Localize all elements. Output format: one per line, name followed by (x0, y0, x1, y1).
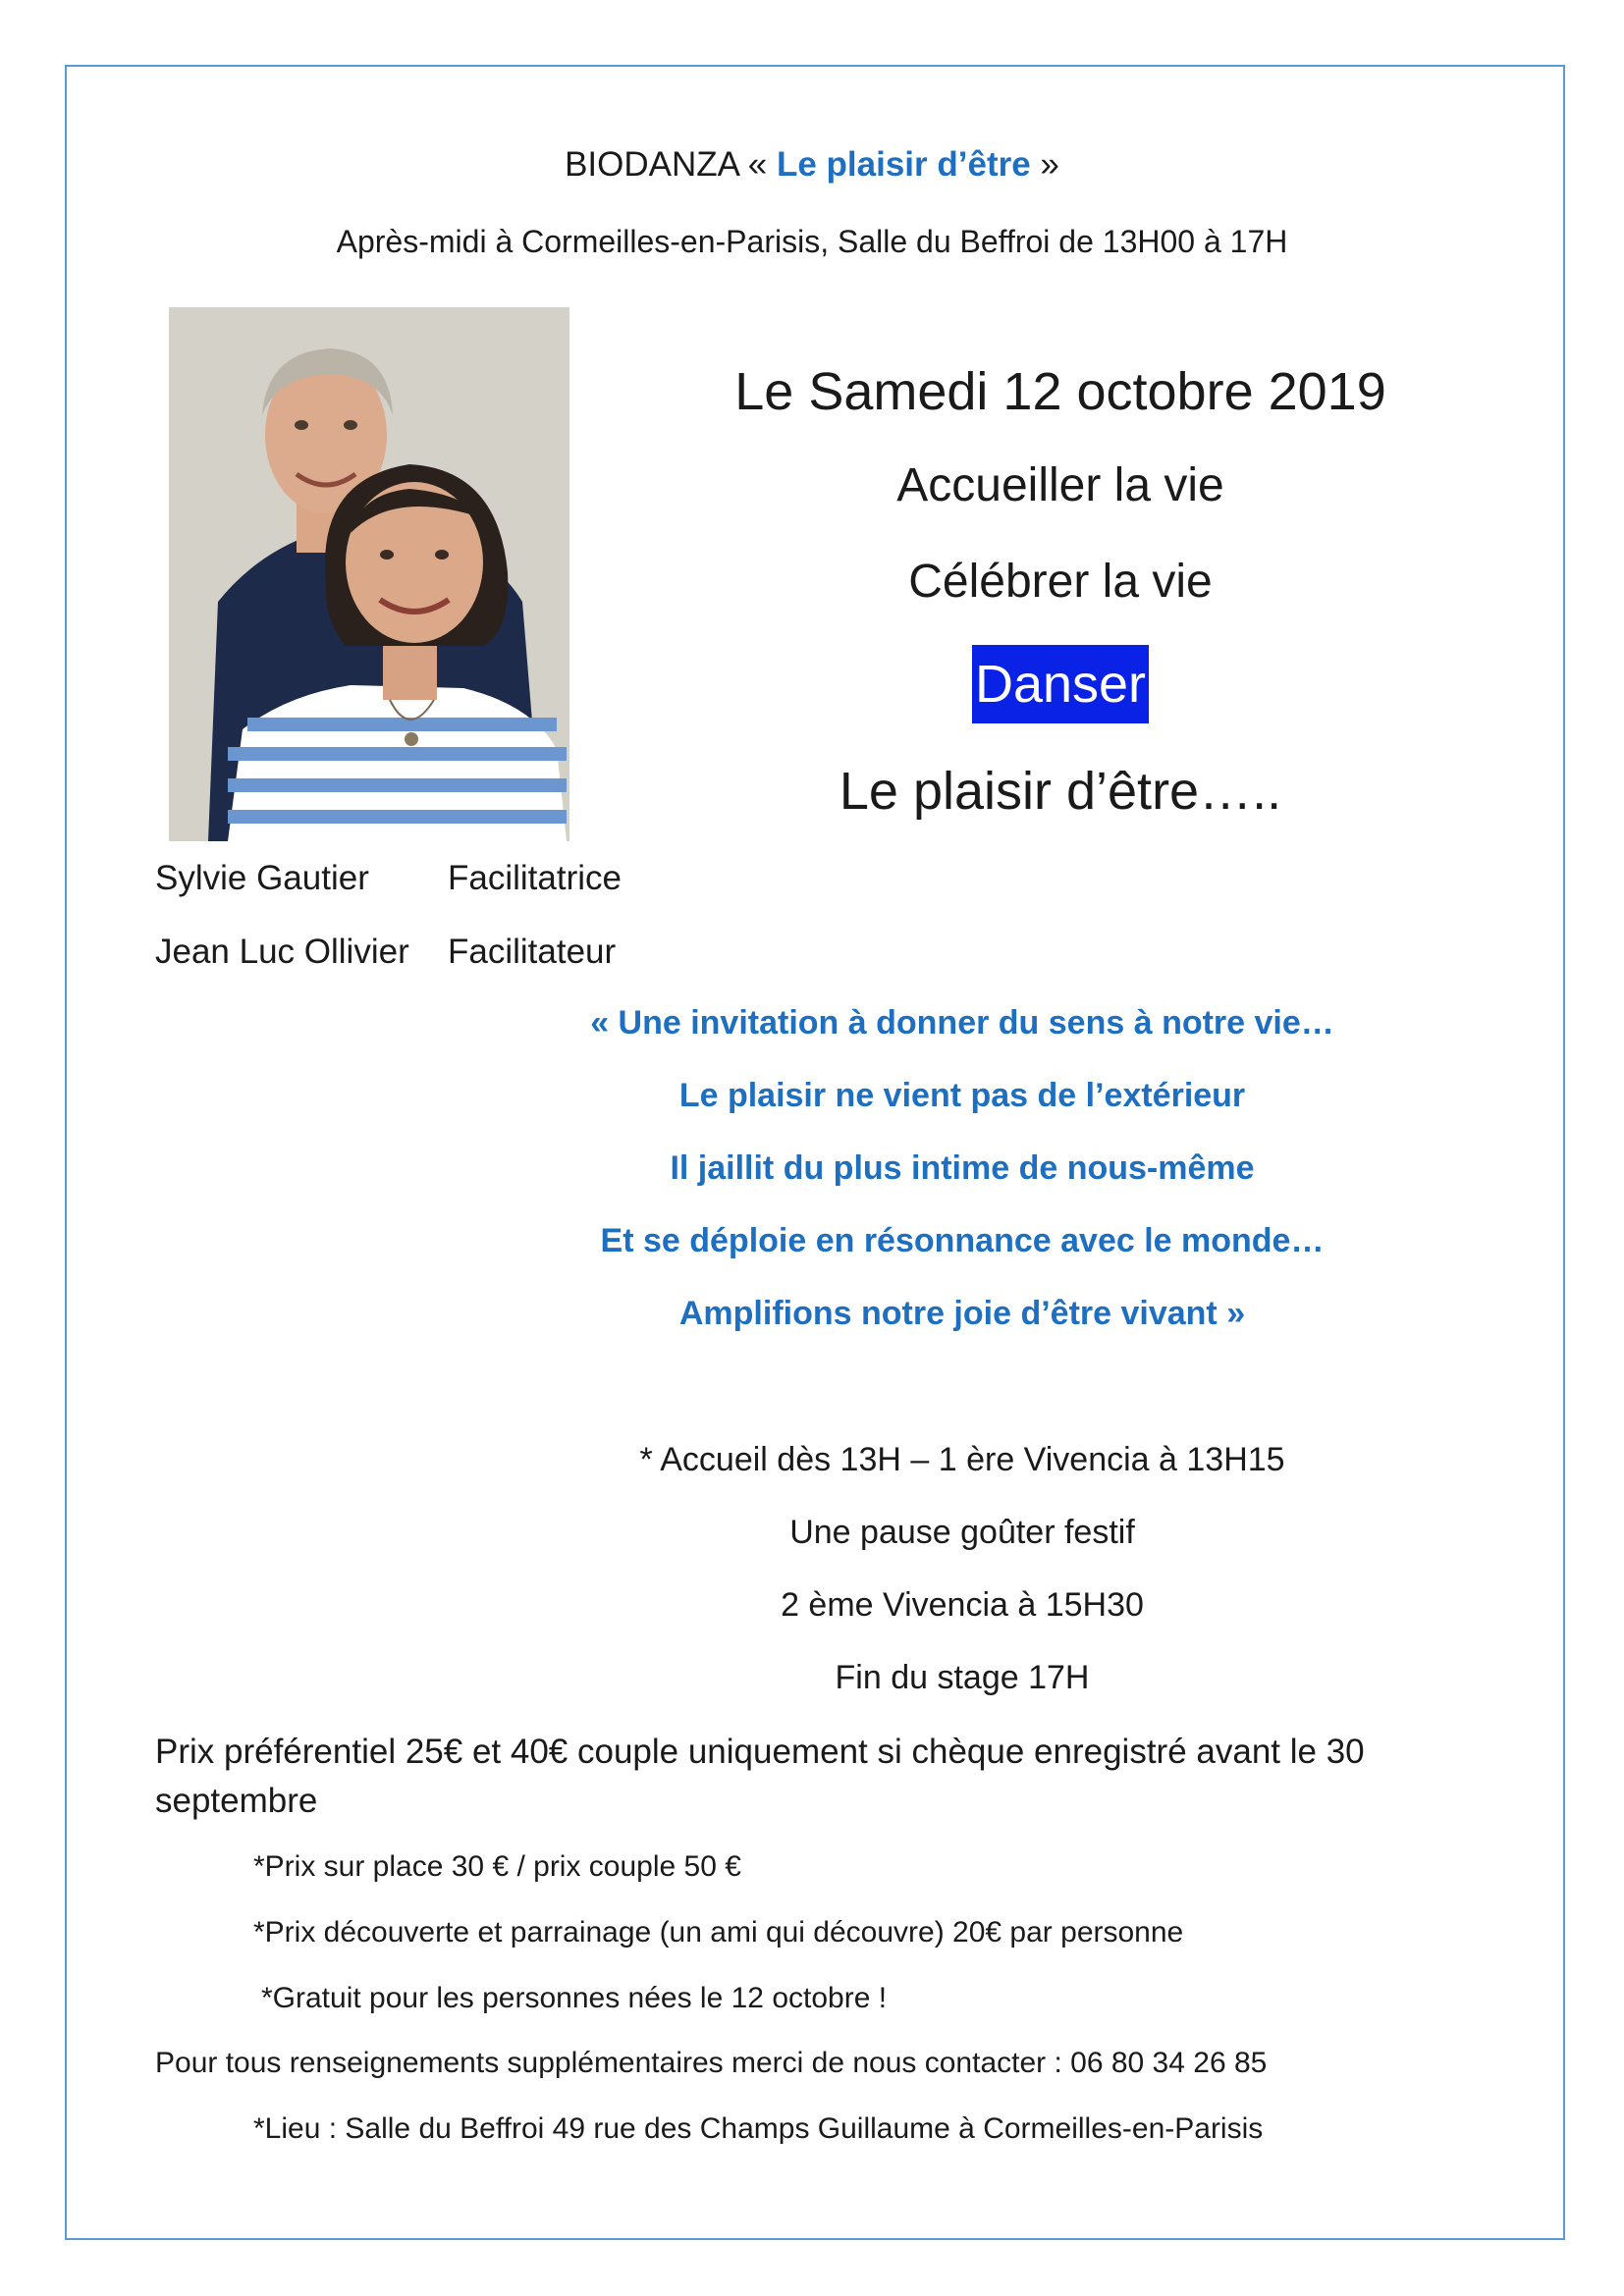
event-date: Le Samedi 12 octobre 2019 (734, 362, 1386, 421)
quote-line: Et se déploie en résonnance avec le monde… (600, 1222, 1325, 1259)
event-title (0, 145, 1624, 185)
event-title-accent: Le plaisir d’être (776, 145, 1031, 184)
price-free: *Gratuit pour les personnes nées le 12 octobre ! (261, 1982, 888, 2014)
location-info: *Lieu : Salle du Beffroi 49 rue des Champs Guillaume à Cormeilles-en-Parisis (253, 2112, 1264, 2145)
headline-line-3: Le plaisir d’être….. (839, 762, 1282, 821)
program-line: 2 ème Vivencia à 15H30 (781, 1586, 1144, 1624)
facilitator-role: Facilitatrice (448, 859, 622, 897)
facilitators-photo (169, 307, 569, 841)
headline-line-1: Accueiller la vie (896, 459, 1224, 511)
event-title-suffix: » (1030, 145, 1059, 184)
quote-line: Le plaisir ne vient pas de l’extérieur (678, 1077, 1246, 1114)
quote-line: Il jaillit du plus intime de nous-même (670, 1149, 1255, 1187)
quote-line: « Une invitation à donner du sens à notre vie… (590, 1004, 1334, 1041)
price-preferential: Prix préférentiel 25€ et 40€ couple uniquement si chèque enregistré avant le 30 septembre (155, 1733, 1365, 1820)
contact-info: Pour tous renseignements supplémentaires merci de nous contacter : 06 80 34 26 85 (155, 2047, 1268, 2079)
program-line: Une pause goûter festif (789, 1514, 1135, 1551)
facilitator-name: Jean Luc Ollivier (155, 933, 409, 971)
facilitator-name: Sylvie Gautier (155, 859, 369, 897)
program-line: * Accueil dès 13H – 1 ère Vivencia à 13H15 (639, 1441, 1285, 1478)
facilitator-role: Facilitateur (448, 933, 617, 971)
headline-highlight: Danser (972, 645, 1149, 723)
event-title-prefix: BIODANZA « (565, 145, 777, 184)
quote-line: Amplifions notre joie d’être vivant » (678, 1295, 1246, 1332)
event-subtitle: Après-midi à Cormeilles-en-Parisis, Salle du Beffroi de 13H00 à 17H (336, 224, 1288, 259)
price-on-site: *Prix sur place 30 € / prix couple 50 € (253, 1850, 741, 1883)
headline-line-2: Célébrer la vie (908, 556, 1213, 608)
program-line: Fin du stage 17H (835, 1659, 1090, 1696)
price-discovery: *Prix découverte et parrainage (un ami qui découvre) 20€ par personne (253, 1916, 1184, 1949)
headline-highlight-wrap (687, 645, 1434, 723)
